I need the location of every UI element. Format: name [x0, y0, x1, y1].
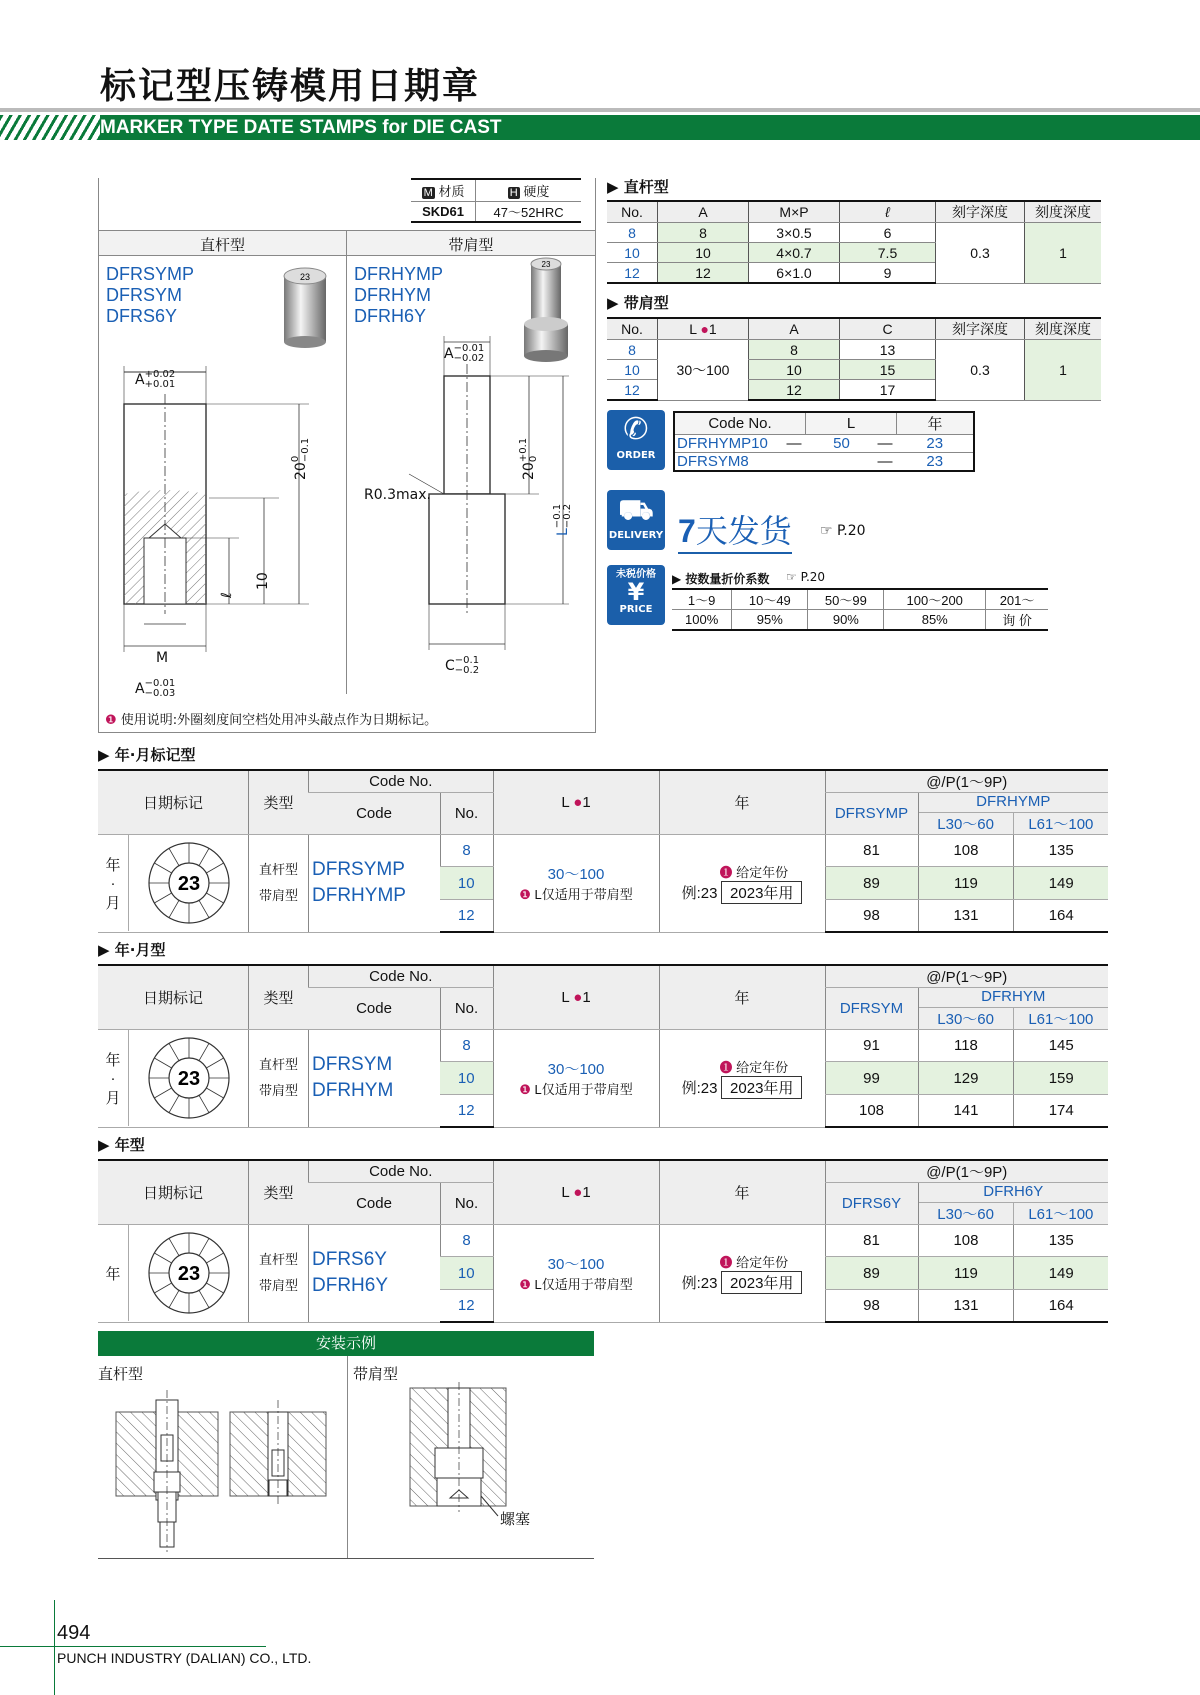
discount-table: 1～9 10～49 50～99 100～200 201～ 100% 95% 90% 85% 询 价 [672, 588, 1048, 631]
dim-a-top: A+0.02 +0.01 [135, 369, 176, 390]
straight-col-title: 直杆型 [199, 236, 245, 254]
stamp-number: 23 [177, 1068, 200, 1091]
page-number: 494 [57, 1622, 91, 1644]
mark-label-char: 年 [105, 1265, 121, 1283]
section-title: ▶ 年型 [98, 1136, 145, 1154]
svg-text:23: 23 [541, 260, 551, 269]
section-title: ▶ 年·月型 [98, 941, 166, 959]
mark-label-char: · [110, 874, 116, 892]
dim-m: M [156, 650, 169, 666]
plug-label: 螺塞 [500, 1510, 531, 1528]
straight-table-label: ▶ 直杆型 [607, 178, 669, 196]
english-title: MARKER TYPE DATE STAMPS for DIE CAST [100, 117, 502, 138]
shoulder-table-label: ▶ 带肩型 [607, 294, 669, 312]
straight-pin-3d [284, 276, 326, 342]
dim-a-bottom: A−0.01 −0.03 [135, 678, 176, 699]
title-banner [0, 115, 1200, 140]
dim-l: ℓ [219, 592, 235, 598]
mark-label-char: 年 [105, 1051, 121, 1069]
hardness-icon: H [509, 187, 518, 199]
price-title: ▶ 按数量折价系数 [672, 572, 770, 586]
date-stamp-icon [147, 1036, 231, 1120]
dim-20-shoulder: 20+0.1 0 [518, 437, 539, 480]
order-icon: ✆ ORDER [607, 410, 665, 470]
material-icon: M [423, 187, 433, 199]
install-straight-label: 直杆型 [98, 1365, 144, 1383]
dim-l-shoulder: L−0.1 −0.2 [552, 503, 573, 536]
mark-label-char: 年 [105, 856, 121, 874]
price-table: 日期标记 类型 Code No. L ●1 年 @/P(1～9P) Code No. DFRS6Y DFRH6Y L30～60 L61～100 年 23 直杆型 带肩型 DFRS6Y DFRH6Y 8 30～100 ❶ L仅适用于带肩型 ❶ 给定年份 例:23 2023年用 81 108 135 10 89 119 149 12 98 131 164 [98, 1159, 1108, 1323]
section-title: ▶ 年·月标记型 [98, 746, 196, 764]
delivery-ref: ☞ P.20 [820, 523, 866, 539]
stamp-number: 23 [177, 1263, 200, 1286]
dim-r: R0.3max. [364, 487, 431, 503]
dim-20: 200 −0.1 [290, 437, 311, 480]
price-icon: 未税价格 ¥ PRICE [607, 565, 665, 625]
delivery-text: 7天发货 [678, 506, 792, 554]
order-table: Code No. L 年 DFRHYMP10 — 50 — 23 DFRSYM8 — 23 [673, 411, 975, 472]
page-title: 标记型压铸模用日期章 [100, 66, 481, 107]
usage-note: ❶ 使用说明:外圈刻度间空档处用冲头敲点作为日期标记。 [105, 713, 438, 728]
mark-label-char: 月 [105, 1089, 121, 1107]
shoulder-codes: DFRHYMP DFRHYM DFRH6Y [354, 264, 443, 326]
shoulder-spec-table: No. L ●1 A C 刻字深度 刻度深度 8 30～100 8 13 0.3 1 10 10 15 12 12 17 [607, 317, 1101, 401]
install-title: 安装示例 [98, 1331, 594, 1356]
shoulder-col-title: 带肩型 [448, 236, 494, 254]
info-icon: ● [700, 321, 709, 337]
price-table: 日期标记 类型 Code No. L ●1 年 @/P(1～9P) Code No. DFRSYMP DFRHYMP L30～60 L61～100 年 · 月 23 直杆型 带肩型 DFRSYMP DFRHYMP 8 30～100 ❶ L仅适用于带肩型 ❶ 给定年份 例:23 2023年用 81 108 135 10 89 119 149 12 98 131 164 [98, 769, 1108, 933]
header-rule [0, 108, 1200, 112]
stamp-number: 23 [177, 873, 200, 896]
date-stamp-icon [147, 1231, 231, 1315]
hatch-pattern [0, 115, 100, 140]
price-table: 日期标记 类型 Code No. L ●1 年 @/P(1～9P) Code No. DFRSYM DFRHYM L30～60 L61～100 年 · 月 23 直杆型 带肩型 DFRSYM DFRHYM 8 30～100 ❶ L仅适用于带肩型 ❶ 给定年份 例:23 2023年用 91 118 145 10 99 129 159 12 108 141 174 [98, 964, 1108, 1128]
price-ref: ☞ P.20 [786, 570, 826, 584]
delivery-icon: ⛟ DELIVERY [607, 490, 665, 550]
shoulder-pin-3d [531, 264, 561, 324]
stamp-mini-text: 23 [299, 272, 311, 282]
mark-label-char: 月 [105, 894, 121, 912]
straight-spec-table: No. A M×P ℓ 刻字深度 刻度深度 8 8 3×0.5 6 0.3 1 10 10 4×0.7 7.5 12 12 6×1.0 9 [607, 200, 1101, 284]
material-value: SKD61 [422, 204, 465, 219]
company-name: PUNCH INDUSTRY (DALIAN) CO., LTD. [57, 1650, 312, 1666]
mark-label-char: · [110, 1069, 116, 1087]
straight-codes: DFRSYMP DFRSYM DFRS6Y [106, 264, 195, 326]
dim-10: 10 [255, 572, 271, 590]
date-stamp-icon [147, 841, 231, 925]
drawing-panel [98, 178, 596, 733]
dim-a-shoulder: A−0.01 −0.02 [444, 343, 485, 364]
hardness-value: 47～52HRC [476, 202, 581, 223]
install-shoulder-label: 带肩型 [353, 1365, 399, 1383]
dim-c: C−0.1 −0.2 [445, 655, 480, 676]
material-table: M 材质 H 硬度 SKD61 47～52HRC [411, 178, 581, 223]
